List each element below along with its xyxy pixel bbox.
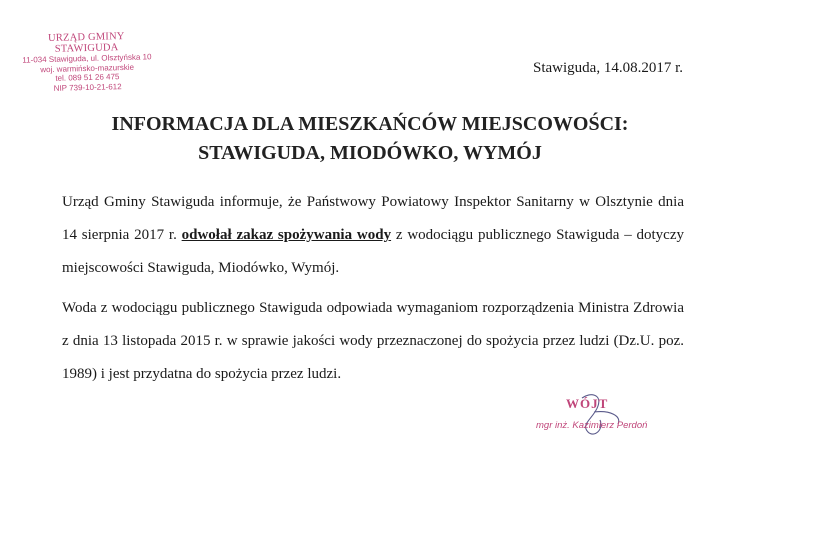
paragraph-1-emphasis: odwołał zakaz spożywania wody [181, 227, 392, 243]
stamp-phone: tel. 089 51 26 475 [55, 72, 120, 83]
paragraph-1 [62, 186, 684, 285]
document-date: Stawiguda, 14.08.2017 r. [533, 60, 683, 76]
paragraph-2: Woda z wodociągu publicznego Stawiguda odpowiada wymaganiom rozporządzenia Ministra Zdrowia z dnia 13 listopada 2015 r. w sprawie jakości wody przeznaczonej do spożycia przez ludzi (Dz.U. poz. 1989) i jest przydatna do spożycia przez ludzi. [62, 300, 684, 382]
office-stamp [21, 30, 153, 93]
stamp-nip: NIP 739-10-21-612 [53, 81, 122, 93]
document-body [62, 186, 684, 398]
stamp-region: woj. warmińsko-mazurskie [40, 62, 135, 74]
stamp-address: 11-034 Stawiguda, ul. Olsztyńska 10 [22, 52, 152, 65]
signature-stamp [530, 390, 650, 450]
paragraph-1-after: z wodociągu publicznego Stawiguda – dotyczy miejscowości Stawiguda, Miodówko, Wymój. [62, 227, 684, 276]
stamp-title: URZĄD GMINY STAWIGUDA [47, 31, 125, 55]
heading-line-1: INFORMACJA DLA MIESZKAŃCÓW MIEJSCOWOŚCI: [111, 113, 629, 135]
paragraph-1-before: Urząd Gminy Stawiguda informuje, że Państwowy Powiatowy Inspektor Sanitarny w Olsztynie dnia 14 sierpnia 2017 r. [62, 194, 684, 243]
signature-name: mgr inż. Kazimierz Perdoń [536, 420, 648, 431]
document-heading [0, 110, 740, 168]
heading-line-2: STAWIGUDA, MIODÓWKO, WYMÓJ [198, 142, 542, 164]
signature-title: WÓJT [566, 396, 609, 411]
